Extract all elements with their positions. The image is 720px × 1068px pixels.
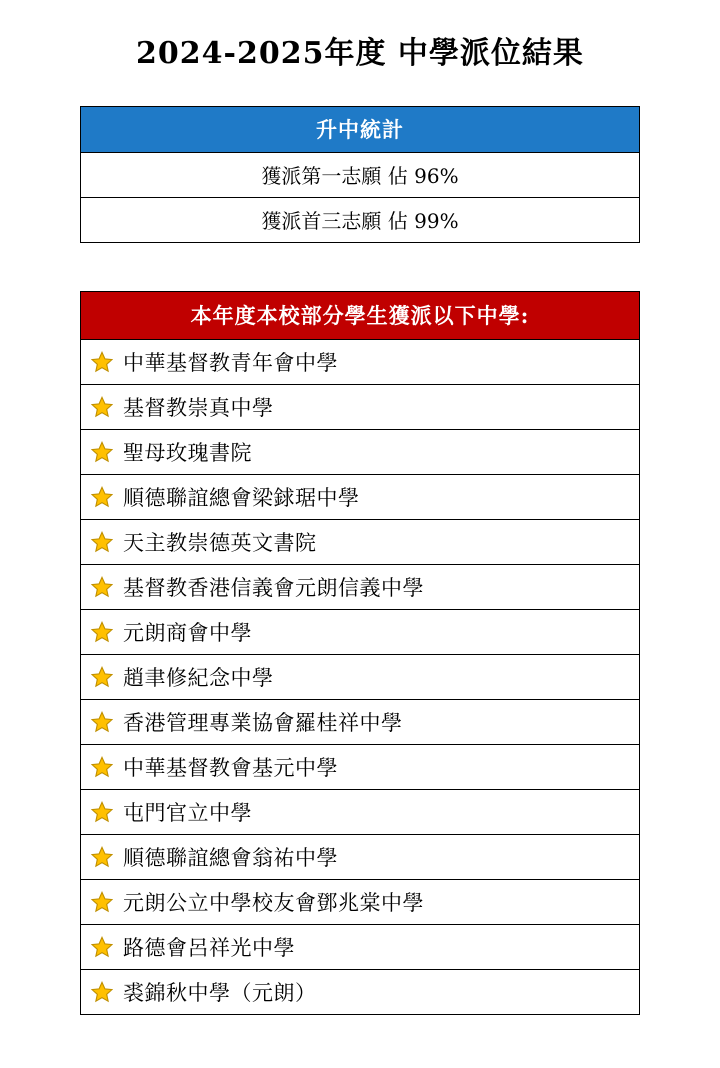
school-name: 基督教崇真中學 (123, 396, 274, 420)
table-row (80, 925, 640, 970)
star-icon (91, 576, 113, 598)
star-icon (91, 621, 113, 643)
school-name: 基督教香港信義會元朗信義中學 (123, 576, 424, 600)
page-title: 2024-2025年度 中學派位結果 (136, 36, 584, 71)
table-row (80, 700, 640, 745)
school-name: 天主教崇德英文書院 (123, 531, 317, 555)
table-row (80, 655, 640, 700)
table-row (80, 340, 640, 385)
table-row (80, 610, 640, 655)
star-icon (91, 666, 113, 688)
table-row (80, 385, 640, 430)
school-name: 聖母玫瑰書院 (123, 441, 252, 465)
school-name: 元朗商會中學 (123, 621, 252, 645)
stats-table (80, 106, 640, 243)
school-name: 順德聯誼總會翁祐中學 (123, 846, 338, 870)
star-icon (91, 486, 113, 508)
star-icon (91, 756, 113, 778)
table-row (80, 565, 640, 610)
star-icon (91, 711, 113, 733)
table-row (80, 475, 640, 520)
star-icon (91, 351, 113, 373)
school-name: 元朗公立中學校友會鄧兆棠中學 (123, 891, 424, 915)
table-row (80, 745, 640, 790)
star-icon (91, 801, 113, 823)
star-icon (91, 441, 113, 463)
document-page (0, 28, 720, 1068)
star-icon (91, 396, 113, 418)
stats-row: 獲派第一志願 佔 96% (80, 153, 640, 198)
star-icon (91, 981, 113, 1003)
schools-table-header: 本年度本校部分學生獲派以下中學: (80, 291, 640, 340)
star-icon (91, 531, 113, 553)
table-row (80, 520, 640, 565)
table-row (80, 835, 640, 880)
schools-table (80, 291, 640, 1015)
stats-row: 獲派首三志願 佔 99% (80, 198, 640, 243)
school-name: 屯門官立中學 (123, 801, 252, 825)
school-name: 中華基督教會基元中學 (123, 756, 338, 780)
school-name: 順德聯誼總會梁銶琚中學 (123, 486, 360, 510)
table-row (80, 880, 640, 925)
school-name: 路德會呂祥光中學 (123, 936, 295, 960)
star-icon (91, 936, 113, 958)
school-name: 中華基督教青年會中學 (123, 351, 338, 375)
star-icon (91, 891, 113, 913)
school-name: 香港管理專業協會羅桂祥中學 (123, 711, 403, 735)
table-row (80, 970, 640, 1015)
table-row (80, 430, 640, 475)
school-name: 裘錦秋中學（元朗） (123, 981, 317, 1005)
star-icon (91, 846, 113, 868)
school-name: 趙聿修紀念中學 (123, 666, 274, 690)
table-row (80, 790, 640, 835)
stats-table-header: 升中統計 (80, 106, 640, 153)
